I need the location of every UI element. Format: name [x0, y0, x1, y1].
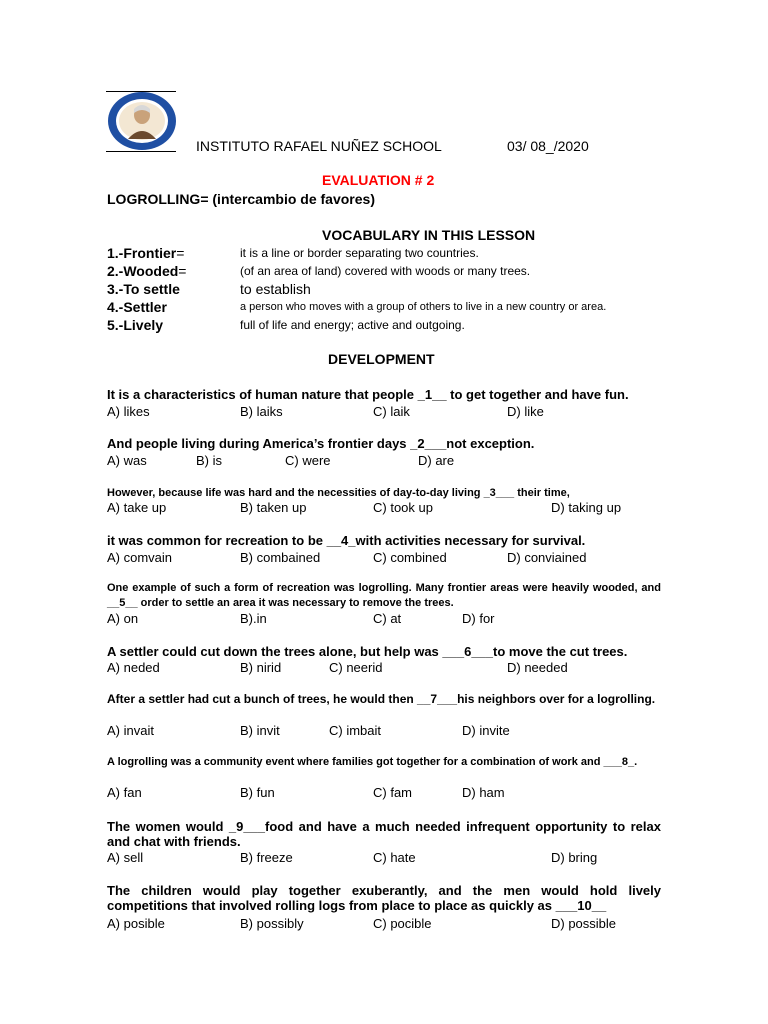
- q8-option-b[interactable]: B) fun: [240, 785, 275, 800]
- q2-option-a[interactable]: A) was: [107, 453, 147, 468]
- subtitle: [107, 191, 375, 207]
- development-heading: DEVELOPMENT: [328, 351, 435, 367]
- school-seal-icon: [106, 91, 178, 153]
- question-5: One example of such a form of recreation was logrolling. Many frontier areas were heavily wooded, and __5__ order to settle an area it was necessary to remove the trees.: [107, 582, 661, 609]
- question-3: However, because life was hard and the necessities of day-to-day living _3___ their time,: [107, 487, 570, 499]
- q10-option-a[interactable]: A) posible: [107, 916, 165, 931]
- vocab-term-label: 5.-Lively: [107, 317, 164, 333]
- question-4: it was common for recreation to be __4_with activities necessary for survival.: [107, 533, 586, 548]
- vocab-def-3: to establish: [240, 281, 311, 297]
- q1-option-b[interactable]: B) laiks: [240, 404, 283, 419]
- header-date: 03/ 08_/2020: [507, 138, 589, 154]
- question-2: And people living during America’s frontier days _2___not exception.: [107, 436, 535, 451]
- vocab-term-label: 3.-To settle: [107, 281, 180, 297]
- vocab-term-suffix: =: [178, 263, 187, 279]
- q9-option-c[interactable]: C) hate: [373, 850, 416, 865]
- q4-option-c[interactable]: C) combined: [373, 550, 447, 565]
- q7-option-a[interactable]: A) invait: [107, 723, 154, 738]
- q8-option-d[interactable]: D) ham: [462, 785, 505, 800]
- q6-option-a[interactable]: A) neded: [107, 660, 160, 675]
- vocab-term-label: 2.-Wooded: [107, 263, 179, 279]
- q7-option-d[interactable]: D) invite: [462, 723, 510, 738]
- q10-option-b[interactable]: B) possibly: [240, 916, 304, 931]
- q10-option-c[interactable]: C) pocible: [373, 916, 432, 931]
- q7-option-c[interactable]: C) imbait: [329, 723, 382, 738]
- vocab-term-5: [107, 317, 163, 333]
- vocab-term-4: [107, 299, 167, 315]
- q5-option-b[interactable]: B).in: [240, 611, 267, 626]
- vocab-term-2: [107, 263, 186, 279]
- vocab-term-suffix: =: [176, 245, 185, 261]
- page-title: EVALUATION # 2: [322, 172, 435, 188]
- vocab-def-2: (of an area of land) covered with woods or many trees.: [240, 264, 531, 278]
- q2-option-c[interactable]: C) were: [285, 453, 331, 468]
- q6-option-c[interactable]: C) neerid: [329, 660, 383, 675]
- q3-option-d[interactable]: D) taking up: [551, 500, 622, 515]
- question-10: The children would play together exuberantly, and the men would hold lively competitions that involved rolling logs from place to place as quickly as ___10__: [107, 883, 661, 913]
- question-7: After a settler had cut a bunch of trees, he would then __7___his neighbors over for a logrolling.: [107, 692, 656, 706]
- vocab-term-label: 1.-Frontier: [107, 245, 177, 261]
- q7-option-b[interactable]: B) invit: [240, 723, 280, 738]
- vocab-term-label: 4.-Settler: [107, 299, 167, 315]
- q10-option-d[interactable]: D) possible: [551, 916, 617, 931]
- q1-option-c[interactable]: C) laik: [373, 404, 410, 419]
- school-name: INSTITUTO RAFAEL NUÑEZ SCHOOL: [196, 138, 442, 154]
- subtitle-text: LOGROLLING= (intercambio de favores): [107, 191, 375, 207]
- q1-option-d[interactable]: D) like: [507, 404, 544, 419]
- q3-option-c[interactable]: C) took up: [373, 500, 433, 515]
- q4-option-b[interactable]: B) combained: [240, 550, 321, 565]
- q1-option-a[interactable]: A) likes: [107, 404, 150, 419]
- logo-bottom-rule: [106, 151, 176, 152]
- q4-option-d[interactable]: D) conviained: [507, 550, 587, 565]
- vocab-def-5: full of life and energy; active and outgoing.: [240, 318, 465, 332]
- q9-option-d[interactable]: D) bring: [551, 850, 598, 865]
- q6-option-d[interactable]: D) needed: [507, 660, 568, 675]
- q9-option-a[interactable]: A) sell: [107, 850, 144, 865]
- q6-option-b[interactable]: B) nirid: [240, 660, 282, 675]
- q5-option-d[interactable]: D) for: [462, 611, 495, 626]
- question-1: It is a characteristics of human nature that people _1__ to get together and have fun.: [107, 387, 629, 402]
- vocab-def-1: it is a line or border separating two countries.: [240, 246, 479, 260]
- q9-option-b[interactable]: B) freeze: [240, 850, 293, 865]
- q8-option-a[interactable]: A) fan: [107, 785, 142, 800]
- question-6: A settler could cut down the trees alone, but help was ___6___to move the cut trees.: [107, 644, 628, 659]
- q5-option-c[interactable]: C) at: [373, 611, 402, 626]
- school-logo: [106, 91, 178, 153]
- vocab-def-4: a person who moves with a group of others to live in a new country or area.: [240, 301, 607, 313]
- q5-option-a[interactable]: A) on: [107, 611, 139, 626]
- vocab-term-3: [107, 281, 180, 297]
- q8-option-c[interactable]: C) fam: [373, 785, 412, 800]
- q2-option-d[interactable]: D) are: [418, 453, 455, 468]
- vocab-heading: VOCABULARY IN THIS LESSON: [322, 227, 536, 243]
- q3-option-a[interactable]: A) take up: [107, 500, 167, 515]
- question-8: A logrolling was a community event where families got together for a combination of work and ___8_.: [107, 756, 638, 768]
- q4-option-a[interactable]: A) comvain: [107, 550, 173, 565]
- q3-option-b[interactable]: B) taken up: [240, 500, 307, 515]
- question-9: The women would _9___food and have a much needed infrequent opportunity to relax and chat with friends.: [107, 819, 661, 849]
- vocab-term-1: [107, 245, 184, 261]
- q2-option-b[interactable]: B) is: [196, 453, 222, 468]
